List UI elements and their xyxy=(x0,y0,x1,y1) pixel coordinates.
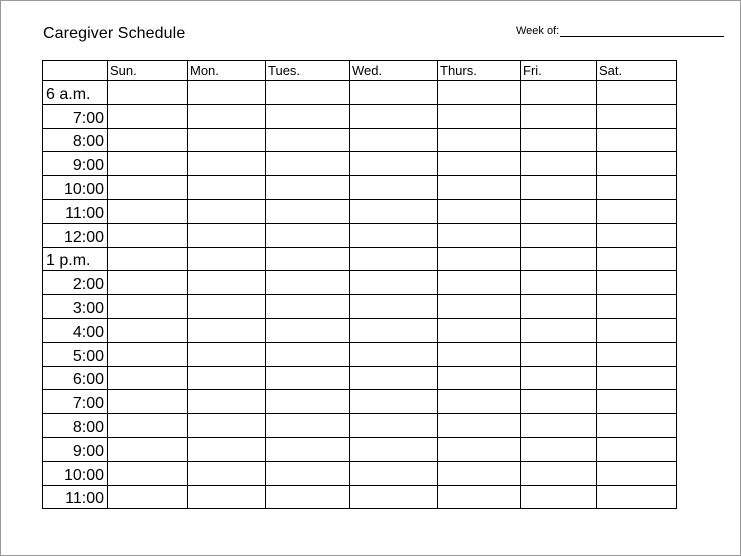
schedule-slot-cell[interactable] xyxy=(108,104,188,128)
schedule-slot-cell[interactable] xyxy=(188,176,266,200)
schedule-slot-cell[interactable] xyxy=(188,152,266,176)
schedule-slot-cell[interactable] xyxy=(108,128,188,152)
schedule-slot-cell[interactable] xyxy=(266,199,350,223)
schedule-slot-cell[interactable] xyxy=(108,390,188,414)
schedule-slot-cell[interactable] xyxy=(266,461,350,485)
schedule-slot-cell[interactable] xyxy=(521,199,597,223)
time-label: 5:00 xyxy=(43,342,108,366)
time-label: 8:00 xyxy=(43,414,108,438)
time-label: 3:00 xyxy=(43,295,108,319)
time-row xyxy=(43,461,677,485)
schedule-slot-cell[interactable] xyxy=(597,152,677,176)
schedule-slot-cell[interactable] xyxy=(521,485,597,509)
schedule-slot-cell[interactable] xyxy=(597,199,677,223)
schedule-slot-cell[interactable] xyxy=(266,271,350,295)
schedule-slot-cell[interactable] xyxy=(108,318,188,342)
time-label: 4:00 xyxy=(43,318,108,342)
schedule-slot-cell[interactable] xyxy=(597,366,677,390)
schedule-slot-cell[interactable] xyxy=(350,104,438,128)
schedule-slot-cell[interactable] xyxy=(521,342,597,366)
schedule-slot-cell[interactable] xyxy=(188,366,266,390)
schedule-slot-cell[interactable] xyxy=(188,390,266,414)
schedule-slot-cell[interactable] xyxy=(438,199,521,223)
schedule-slot-cell[interactable] xyxy=(350,461,438,485)
schedule-slot-cell[interactable] xyxy=(188,199,266,223)
schedule-slot-cell[interactable] xyxy=(108,342,188,366)
schedule-slot-cell[interactable] xyxy=(521,318,597,342)
schedule-slot-cell[interactable] xyxy=(188,342,266,366)
schedule-slot-cell[interactable] xyxy=(108,414,188,438)
schedule-slot-cell[interactable] xyxy=(108,271,188,295)
schedule-slot-cell[interactable] xyxy=(597,461,677,485)
schedule-slot-cell[interactable] xyxy=(188,81,266,105)
day-header-cell: Thurs. xyxy=(438,61,521,81)
schedule-slot-cell[interactable] xyxy=(266,437,350,461)
schedule-slot-cell[interactable] xyxy=(521,295,597,319)
schedule-slot-cell[interactable] xyxy=(597,104,677,128)
page-title: Caregiver Schedule xyxy=(43,25,186,42)
time-label: 1 p.m. xyxy=(43,247,108,271)
schedule-slot-cell[interactable] xyxy=(350,271,438,295)
time-label: 11:00 xyxy=(43,485,108,509)
schedule-slot-cell[interactable] xyxy=(597,318,677,342)
schedule-slot-cell[interactable] xyxy=(597,342,677,366)
time-row xyxy=(43,342,677,366)
schedule-slot-cell[interactable] xyxy=(597,128,677,152)
schedule-slot-cell[interactable] xyxy=(350,295,438,319)
time-row xyxy=(43,318,677,342)
schedule-slot-cell[interactable] xyxy=(266,485,350,509)
time-label: 6:00 xyxy=(43,366,108,390)
time-row xyxy=(43,437,677,461)
corner-cell xyxy=(43,61,108,81)
schedule-slot-cell[interactable] xyxy=(438,342,521,366)
week-of-blank-line[interactable] xyxy=(560,25,724,37)
schedule-slot-cell[interactable] xyxy=(521,81,597,105)
schedule-slot-cell[interactable] xyxy=(266,295,350,319)
schedule-slot-cell[interactable] xyxy=(521,223,597,247)
schedule-slot-cell[interactable] xyxy=(108,485,188,509)
schedule-slot-cell[interactable] xyxy=(438,152,521,176)
schedule-slot-cell[interactable] xyxy=(521,366,597,390)
schedule-slot-cell[interactable] xyxy=(266,152,350,176)
schedule-slot-cell[interactable] xyxy=(350,437,438,461)
time-row xyxy=(43,271,677,295)
time-row xyxy=(43,485,677,509)
schedule-slot-cell[interactable] xyxy=(108,81,188,105)
day-header-row xyxy=(43,61,677,81)
schedule-slot-cell[interactable] xyxy=(188,318,266,342)
schedule-slot-cell[interactable] xyxy=(597,247,677,271)
schedule-slot-cell[interactable] xyxy=(521,437,597,461)
schedule-slot-cell[interactable] xyxy=(108,437,188,461)
time-row xyxy=(43,247,677,271)
schedule-slot-cell[interactable] xyxy=(438,318,521,342)
schedule-slot-cell[interactable] xyxy=(188,104,266,128)
schedule-slot-cell[interactable] xyxy=(350,342,438,366)
schedule-slot-cell[interactable] xyxy=(188,461,266,485)
schedule-slot-cell[interactable] xyxy=(521,152,597,176)
schedule-slot-cell[interactable] xyxy=(350,485,438,509)
time-row xyxy=(43,152,677,176)
schedule-slot-cell[interactable] xyxy=(597,81,677,105)
schedule-slot-cell[interactable] xyxy=(438,461,521,485)
schedule-slot-cell[interactable] xyxy=(521,414,597,438)
schedule-slot-cell[interactable] xyxy=(350,318,438,342)
time-label: 11:00 xyxy=(43,199,108,223)
time-row xyxy=(43,104,677,128)
schedule-grid xyxy=(42,60,677,509)
schedule-body xyxy=(43,81,677,509)
schedule-slot-cell[interactable] xyxy=(188,247,266,271)
schedule-slot-cell[interactable] xyxy=(521,247,597,271)
schedule-slot-cell[interactable] xyxy=(188,437,266,461)
time-row xyxy=(43,81,677,105)
schedule-slot-cell[interactable] xyxy=(188,128,266,152)
schedule-slot-cell[interactable] xyxy=(350,247,438,271)
day-header-cell: Sun. xyxy=(108,61,188,81)
time-label: 7:00 xyxy=(43,104,108,128)
schedule-slot-cell[interactable] xyxy=(266,104,350,128)
schedule-slot-cell[interactable] xyxy=(350,414,438,438)
schedule-slot-cell[interactable] xyxy=(438,295,521,319)
schedule-slot-cell[interactable] xyxy=(188,223,266,247)
time-row xyxy=(43,223,677,247)
schedule-slot-cell[interactable] xyxy=(188,485,266,509)
schedule-slot-cell[interactable] xyxy=(266,81,350,105)
time-row xyxy=(43,128,677,152)
schedule-slot-cell[interactable] xyxy=(188,271,266,295)
schedule-slot-cell[interactable] xyxy=(438,223,521,247)
day-header-cell: Sat. xyxy=(597,61,677,81)
schedule-slot-cell[interactable] xyxy=(350,390,438,414)
schedule-slot-cell[interactable] xyxy=(108,295,188,319)
schedule-slot-cell[interactable] xyxy=(597,271,677,295)
schedule-slot-cell[interactable] xyxy=(108,152,188,176)
schedule-slot-cell[interactable] xyxy=(350,366,438,390)
time-row xyxy=(43,295,677,319)
schedule-slot-cell[interactable] xyxy=(521,390,597,414)
schedule-slot-cell[interactable] xyxy=(597,176,677,200)
time-row xyxy=(43,199,677,223)
schedule-slot-cell[interactable] xyxy=(350,176,438,200)
time-label: 2:00 xyxy=(43,271,108,295)
schedule-slot-cell[interactable] xyxy=(521,271,597,295)
schedule-slot-cell[interactable] xyxy=(438,414,521,438)
time-label: 10:00 xyxy=(43,461,108,485)
week-of-label: Week of: xyxy=(516,25,560,37)
schedule-slot-cell[interactable] xyxy=(266,414,350,438)
time-label: 10:00 xyxy=(43,176,108,200)
schedule-slot-cell[interactable] xyxy=(597,414,677,438)
schedule-slot-cell[interactable] xyxy=(438,247,521,271)
schedule-slot-cell[interactable] xyxy=(108,199,188,223)
schedule-slot-cell[interactable] xyxy=(266,390,350,414)
schedule-slot-cell[interactable] xyxy=(350,128,438,152)
schedule-slot-cell[interactable] xyxy=(266,247,350,271)
schedule-slot-cell[interactable] xyxy=(188,414,266,438)
schedule-slot-cell[interactable] xyxy=(350,223,438,247)
schedule-slot-cell[interactable] xyxy=(266,342,350,366)
time-row xyxy=(43,366,677,390)
schedule-slot-cell[interactable] xyxy=(438,128,521,152)
schedule-slot-cell[interactable] xyxy=(266,318,350,342)
schedule-slot-cell[interactable] xyxy=(521,176,597,200)
schedule-slot-cell[interactable] xyxy=(350,152,438,176)
schedule-slot-cell[interactable] xyxy=(438,176,521,200)
schedule-slot-cell[interactable] xyxy=(108,176,188,200)
schedule-slot-cell[interactable] xyxy=(438,81,521,105)
schedule-slot-cell[interactable] xyxy=(597,485,677,509)
schedule-slot-cell[interactable] xyxy=(597,295,677,319)
schedule-slot-cell[interactable] xyxy=(266,366,350,390)
day-header-cell: Mon. xyxy=(188,61,266,81)
time-label: 8:00 xyxy=(43,128,108,152)
schedule-slot-cell[interactable] xyxy=(597,223,677,247)
time-label: 9:00 xyxy=(43,152,108,176)
schedule-slot-cell[interactable] xyxy=(438,437,521,461)
time-row xyxy=(43,414,677,438)
schedule-slot-cell[interactable] xyxy=(350,81,438,105)
schedule-slot-cell[interactable] xyxy=(438,485,521,509)
time-row xyxy=(43,390,677,414)
schedule-slot-cell[interactable] xyxy=(521,104,597,128)
schedule-slot-cell[interactable] xyxy=(108,247,188,271)
schedule-slot-cell[interactable] xyxy=(438,366,521,390)
day-header-cell: Wed. xyxy=(350,61,438,81)
time-label: 12:00 xyxy=(43,223,108,247)
time-label: 7:00 xyxy=(43,390,108,414)
schedule-slot-cell[interactable] xyxy=(266,128,350,152)
schedule-slot-cell[interactable] xyxy=(438,104,521,128)
week-of-field xyxy=(516,25,724,37)
day-header-cell: Fri. xyxy=(521,61,597,81)
schedule-slot-cell[interactable] xyxy=(108,223,188,247)
time-label: 6 a.m. xyxy=(43,81,108,105)
time-label: 9:00 xyxy=(43,437,108,461)
schedule-slot-cell[interactable] xyxy=(108,366,188,390)
schedule-slot-cell[interactable] xyxy=(438,271,521,295)
schedule-slot-cell[interactable] xyxy=(350,199,438,223)
schedule-slot-cell[interactable] xyxy=(266,223,350,247)
day-header-cell: Tues. xyxy=(266,61,350,81)
schedule-slot-cell[interactable] xyxy=(266,176,350,200)
time-row xyxy=(43,176,677,200)
schedule-slot-cell[interactable] xyxy=(188,295,266,319)
schedule-slot-cell[interactable] xyxy=(597,437,677,461)
schedule-slot-cell[interactable] xyxy=(108,461,188,485)
schedule-slot-cell[interactable] xyxy=(521,128,597,152)
schedule-slot-cell[interactable] xyxy=(521,461,597,485)
schedule-slot-cell[interactable] xyxy=(438,390,521,414)
schedule-slot-cell[interactable] xyxy=(597,390,677,414)
